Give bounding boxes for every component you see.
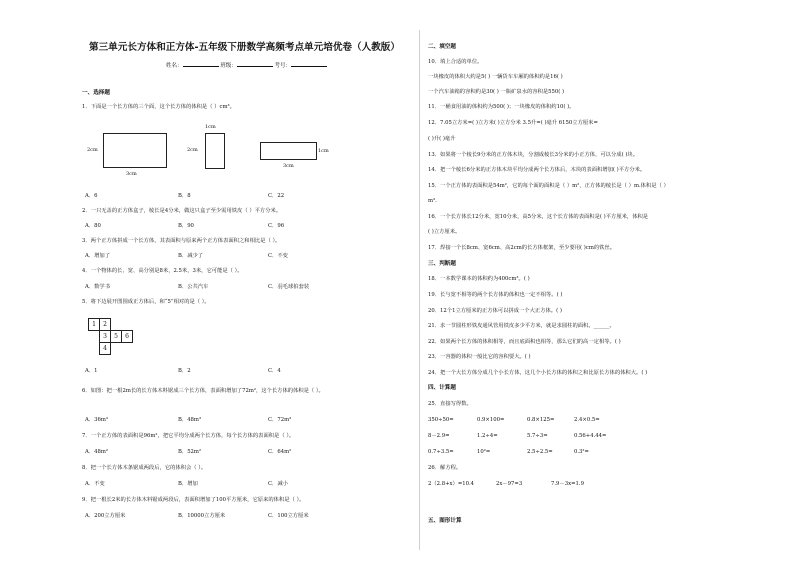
- question-25: 25．直接写得数。: [428, 401, 472, 407]
- question-3: 3．两个正方体拼成一个长方体，其表面积与原来两个正方体表面积之和相比是（ ）。: [82, 238, 281, 244]
- option-c[interactable]: C．96: [268, 223, 285, 229]
- face-rect-large: [103, 133, 167, 168]
- question-5: 5．将下边展开图围成正方体后，和“5”相对的是（ ）。: [82, 299, 210, 305]
- option-a[interactable]: A．数学书: [85, 284, 111, 290]
- calc-item: 8－2.9=: [428, 433, 450, 439]
- question-10: 10．填上合适的单位。: [428, 59, 483, 65]
- option-a[interactable]: A．80: [85, 223, 101, 229]
- question-12-cont: ( )升( )毫升: [428, 136, 456, 142]
- section-heading: 二、填空题: [428, 44, 456, 50]
- calc-item: 10²=: [477, 449, 491, 455]
- option-c[interactable]: C．羽毛球拍套装: [268, 284, 310, 290]
- equation-item: 2x－97=3: [496, 481, 523, 487]
- equation-item: 7.9－3x=1.9: [551, 481, 584, 487]
- calc-item: 350÷50=: [428, 417, 454, 423]
- question-15-cont: m³.: [428, 198, 437, 204]
- cube-net: [88, 318, 133, 355]
- class-label: 班级：: [220, 63, 237, 69]
- question-8: 8．把一个长方体木条锯成两段后，它的体积会（ ）。: [82, 465, 207, 471]
- calc-item: 0.7÷3.5=: [428, 449, 454, 455]
- equation-item: 2（2.8+x）=10.4: [428, 481, 475, 487]
- question-1: 1．下面是一个长方体的三个面，这个长方体的体积是（ ）cm³。: [82, 104, 235, 110]
- option-b[interactable]: B．48m³: [178, 417, 202, 423]
- option-b[interactable]: B．90: [178, 223, 194, 229]
- fig-label: 2cm: [187, 147, 198, 153]
- question-11: 11．一桶食用油的体积约为500( )；一块橡皮的体积约10( )。: [428, 104, 575, 110]
- option-a[interactable]: A．36m³: [85, 417, 109, 423]
- question-7: 7．一个正方体的表面积是96m²，把它平均分成两个长方体，每个长方体的表面积是（ ）。: [82, 433, 295, 439]
- fig-label: 2cm: [87, 147, 98, 153]
- net-cell: 5: [111, 331, 122, 343]
- question-13: 13．如果将一个棱长9分米的正方体木块，分割成棱长3分米的小正方体，可以分成( )块。: [428, 152, 638, 158]
- option-b[interactable]: B．52m²: [178, 449, 202, 455]
- option-a[interactable]: A．不变: [85, 481, 105, 487]
- calc-item: 2.4×0.5=: [574, 417, 600, 423]
- class-blank[interactable]: [237, 60, 273, 67]
- calc-item: 2.5÷2.5=: [527, 449, 553, 455]
- calc-item: 0.8×125=: [527, 417, 555, 423]
- option-a[interactable]: A．增加了: [85, 253, 111, 259]
- option-a[interactable]: A．1: [85, 368, 98, 374]
- fig-label: 1cm: [205, 124, 216, 130]
- option-c[interactable]: C．4: [268, 368, 281, 374]
- question-16: 16．一个长方体长12分米，宽10分米，高5分米，这个长方体的表面积是( )平方厘米，体积是: [428, 214, 649, 220]
- question-22: 22．如果两个长方体的体积相等，而且底面积也相等，那么它们的高一定相等。( ): [428, 339, 621, 345]
- option-b[interactable]: B．增加: [178, 481, 198, 487]
- option-a[interactable]: A．200立方厘米: [85, 513, 126, 519]
- question-23: 23．一容器的体积一般比它的容积要大。( ): [428, 354, 531, 360]
- question-10-line-2: 一个汽车油箱的容积约是30( ) 一瓶矿泉水的容积是550( ): [428, 89, 565, 95]
- id-label: 考号：: [274, 63, 292, 69]
- net-cell: 1: [89, 319, 100, 331]
- question-4: 4．一个物体的长、宽、高分别是8米，2.5米，3米，它可能是（ ）。: [82, 268, 243, 274]
- fig-label: 3cm: [126, 171, 137, 177]
- option-b[interactable]: B．10000立方厘米: [178, 513, 226, 519]
- section-heading: 五、图形计算: [428, 518, 462, 524]
- option-b[interactable]: B．8: [178, 193, 191, 199]
- question-14: 14．把一个棱长6分米的正方体木块平均分成两个长方体后，木块的表面积增加( )平方分米。: [428, 167, 646, 173]
- option-c[interactable]: C．64m²: [268, 449, 292, 455]
- question-12: 12．7.05立方米=( )立方米( )立方分米 3.5升=( )毫升 6150立方厘米=: [428, 120, 598, 126]
- question-15: 15．一个正方体的表面积是54m²，它的每个面的面积是（ ）m²，正方体的棱长是（ ）m.体积是（ ）: [428, 183, 669, 189]
- question-20: 20．12个1立方厘米的正方体可以拼成一个大正方体。( ): [428, 308, 562, 314]
- fig-label: 1cm: [318, 148, 329, 154]
- net-cell: 2: [100, 319, 111, 331]
- name-label: 姓名：: [166, 63, 183, 69]
- face-rect-flat: [260, 142, 317, 160]
- net-cell: 4: [100, 343, 111, 355]
- calc-item: 5.7÷3=: [527, 433, 548, 439]
- question-10-line-1: 一块橡皮的体积大约是5( ) 一辆货车车厢的体积约是16( ): [428, 74, 563, 80]
- option-a[interactable]: A．6: [85, 193, 98, 199]
- option-b[interactable]: B．公共汽车: [178, 284, 209, 290]
- section-heading: 一、选择题: [82, 90, 110, 96]
- calc-item: 0.9×100=: [477, 417, 505, 423]
- option-c[interactable]: C．22: [268, 193, 285, 199]
- question-17: 17．焊接一个长8cm、宽6cm、高2cm的长方体框架，至少要用( )cm的铁丝。: [428, 245, 616, 251]
- option-b[interactable]: B．减少了: [178, 253, 204, 259]
- section-heading: 三、判断题: [428, 261, 456, 267]
- calc-item: 0.56+4.44=: [574, 433, 607, 439]
- option-b[interactable]: B．2: [178, 368, 191, 374]
- option-c[interactable]: C．不变: [268, 253, 288, 259]
- question-24: 24．把一个大长方体分成几个小长方体，这几个小长方体的体积之和比原长方体的体积大。( ): [428, 370, 648, 376]
- name-blank[interactable]: [183, 60, 219, 67]
- question-16-cont: ( )立方厘米。: [428, 229, 461, 235]
- column-divider: [419, 30, 420, 550]
- student-info-line: [166, 60, 327, 69]
- question-9: 9．把一根长2米的长方体木料锯成两段后，表面积增加了100平方厘米，它原来的体积是（ ）。: [82, 497, 305, 503]
- question-2: 2．一只无盖的正方体盒子，棱长是4分米，做这只盒子至少需用铁皮（ ）平方分米。: [82, 208, 282, 214]
- id-blank[interactable]: [291, 60, 327, 67]
- question-26: 26．解方程。: [428, 465, 462, 471]
- section-heading: 四、计算题: [428, 385, 456, 391]
- calc-item: 1.2÷4=: [477, 433, 498, 439]
- question-6: 6．如图：把一根2m长的长方体木料锯成三个长方体，表面积增加了72m²，这个长方体的体积是（ ）。: [82, 388, 324, 394]
- question-19: 19．长与宽不相等的两个长方体的体积也一定不相等。( ): [428, 292, 563, 298]
- option-c[interactable]: C．72m³: [268, 417, 292, 423]
- option-a[interactable]: A．48m²: [85, 449, 109, 455]
- fig-label: 3cm: [283, 163, 294, 169]
- page-title: 第三单元长方体和正方体-五年级下册数学高频考点单元培优卷（人教版）: [89, 42, 400, 53]
- question-18: 18．一本数学课本的体积约为400cm³。( ): [428, 276, 530, 282]
- option-c[interactable]: C．100立方厘米: [268, 513, 309, 519]
- face-rect-tall: [205, 133, 225, 169]
- net-cell: 3: [100, 331, 111, 343]
- net-cell: 6: [122, 331, 133, 343]
- question-21: 21．求一节圆柱形铁皮通风管用铁皮多少平方米，就是求圆柱的面积。______。: [428, 323, 615, 329]
- option-c[interactable]: C．减小: [268, 481, 288, 487]
- calc-item: 0.3²=: [574, 449, 589, 455]
